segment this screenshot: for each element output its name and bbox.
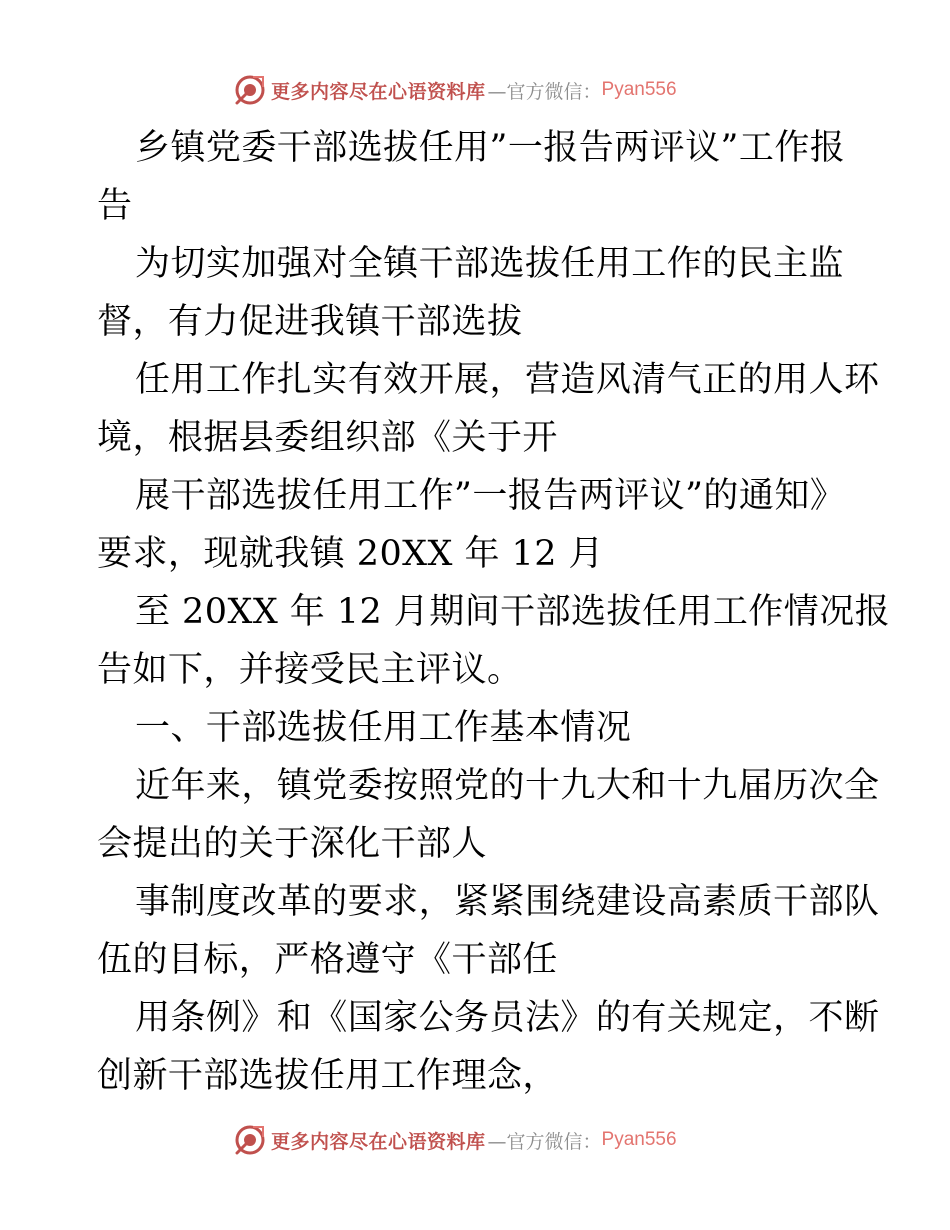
doc-text-line-6: 境，根据县委组织部《关于开	[97, 418, 558, 458]
watermark-official-text: —官方微信：	[487, 1130, 602, 1153]
doc-text-line-16: 用条例》和《国家公务员法》的有关规定，不断	[135, 998, 880, 1038]
watermark-main-text: 更多内容尽在心语资料库	[271, 1130, 486, 1153]
doc-title-line-2: 告	[97, 186, 133, 226]
watermark-wechat-id: Pyan556	[601, 79, 677, 100]
section-heading-1: 一、干部选拔任用工作基本情况	[135, 708, 632, 748]
pen-logo-icon	[233, 73, 267, 107]
doc-text-line-12: 近年来，镇党委按照党的十九大和十九届历次全	[135, 766, 880, 806]
watermark-header	[233, 72, 677, 108]
doc-text-line-9: 至 20XX 年 12 月期间干部选拔任用工作情况报	[135, 592, 891, 632]
doc-text-line-15: 伍的目标，严格遵守《干部任	[97, 940, 558, 980]
doc-text-line-17: 创新干部选拔任用工作理念，	[97, 1056, 558, 1096]
doc-text-line-5: 任用工作扎实有效开展，营造风清气正的用人环	[135, 360, 880, 400]
watermark-official-text: —官方微信：	[487, 80, 602, 103]
pen-logo-icon	[233, 1123, 267, 1157]
doc-text-line-8: 要求，现就我镇 20XX 年 12 月	[97, 534, 604, 574]
doc-text-line-7: 展干部选拔任用工作”一报告两评议”的通知》	[135, 476, 846, 516]
doc-text-line-14: 事制度改革的要求，紧紧围绕建设高素质干部队	[135, 882, 880, 922]
doc-text-line-10: 告如下，并接受民主评议。	[97, 650, 523, 690]
doc-text-line-4: 督，有力促进我镇干部选拔	[97, 302, 523, 342]
doc-text-line-3: 为切实加强对全镇干部选拔任用工作的民主监	[135, 244, 845, 284]
watermark-main-text: 更多内容尽在心语资料库	[271, 80, 486, 103]
watermark-wechat-id: Pyan556	[601, 1129, 677, 1150]
doc-text-line-13: 会提出的关于深化干部人	[97, 824, 487, 864]
doc-title-line-1: 乡镇党委干部选拔任用”一报告两评议”工作报	[135, 128, 846, 168]
watermark-footer	[233, 1122, 677, 1158]
